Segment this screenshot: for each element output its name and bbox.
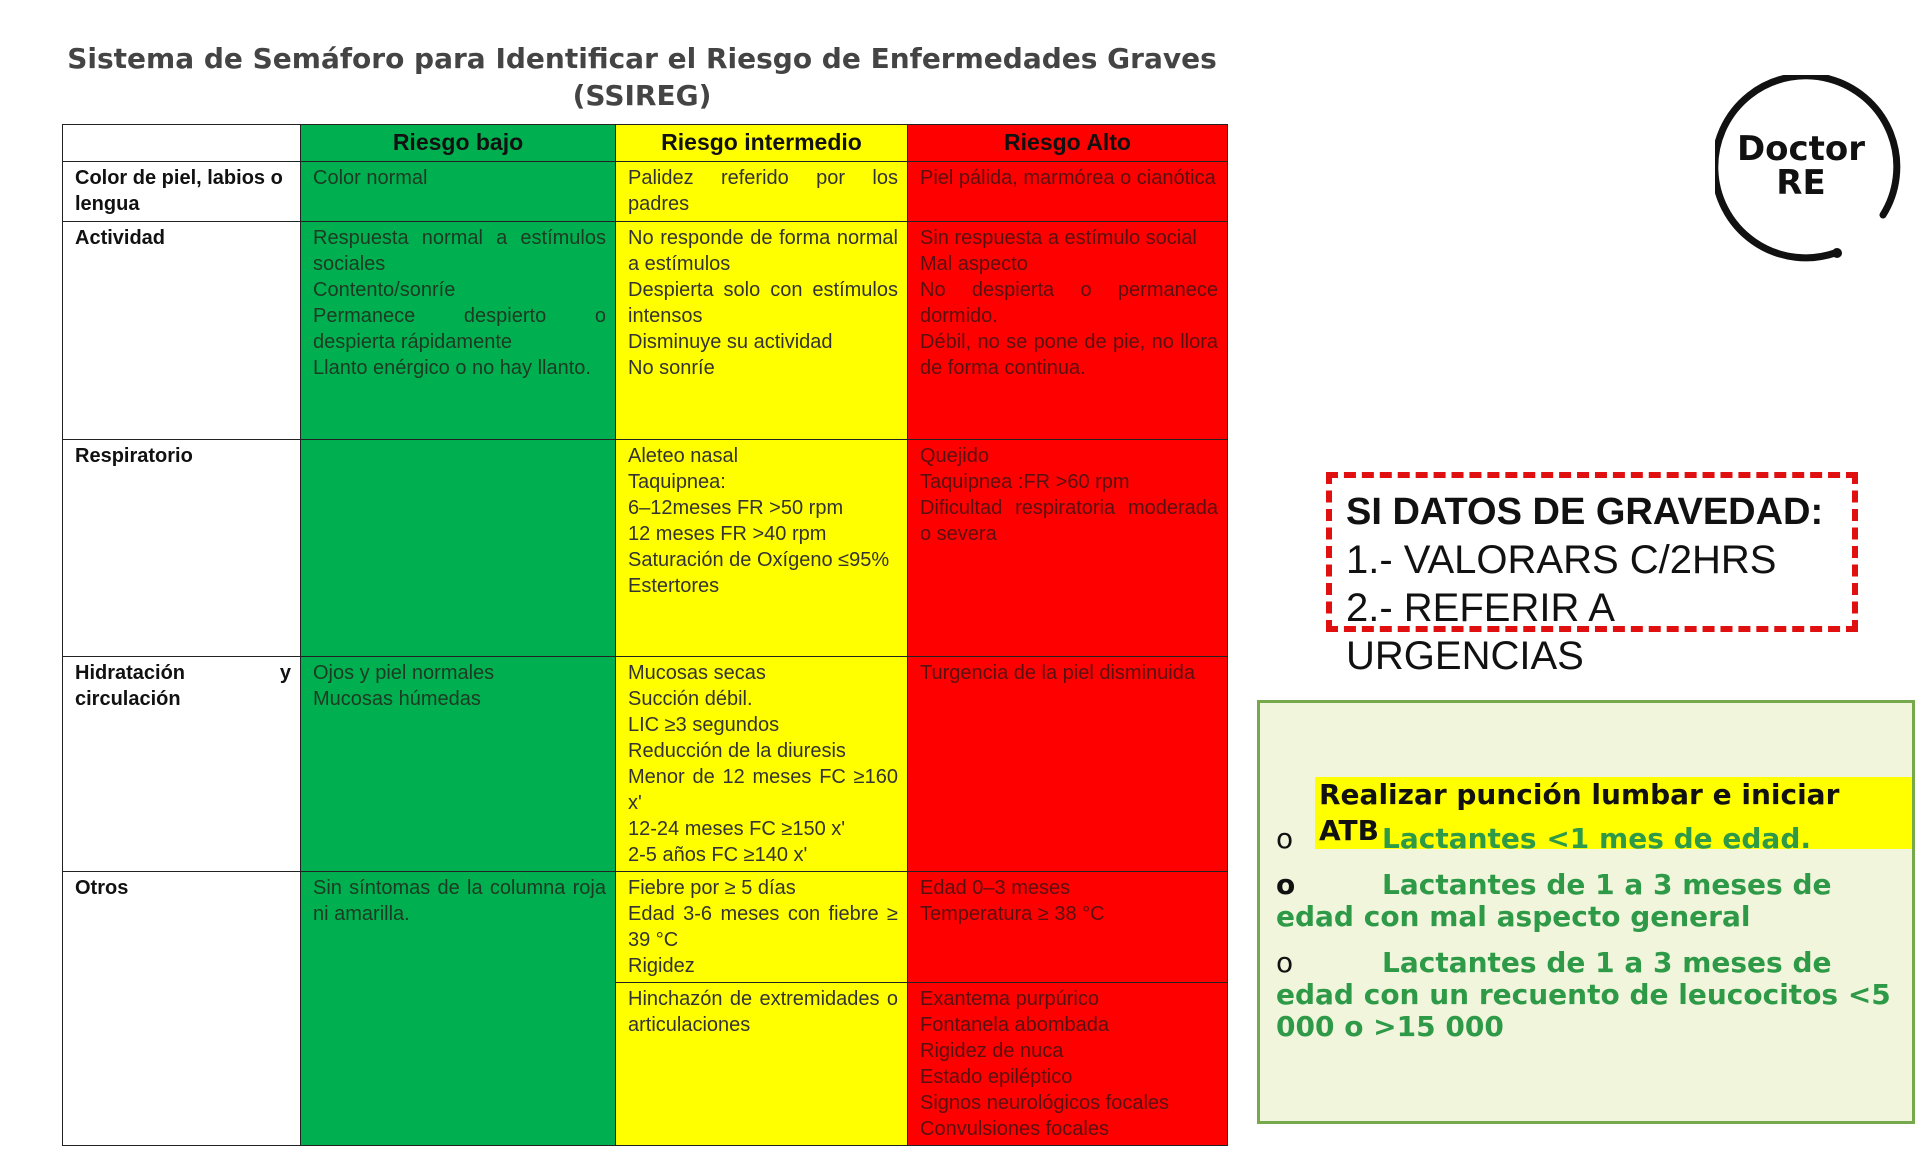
cell-line: Rigidez [628, 955, 695, 977]
header-intermediate-risk: Riesgo intermedio [616, 125, 908, 162]
cell-color-intermediate [616, 162, 908, 222]
cell-line: Contento/sonríe [313, 279, 456, 301]
cell-color-high [908, 162, 1228, 222]
recommendation-item-1: Lactantes <1 mes de edad. [1382, 822, 1811, 855]
row-label-respiratory: Respiratorio [63, 440, 301, 657]
alert-heading: SI DATOS DE GRAVEDAD: [1346, 491, 1824, 533]
cell-line: No sonríe [628, 357, 715, 379]
cell-line: 6–12meses FR >50 rpm [628, 497, 844, 519]
cell-line: 12 meses FR >40 rpm [628, 523, 827, 545]
list-item [1276, 869, 1908, 933]
cell-others-low [301, 872, 616, 1146]
cell-respiratory-intermediate [616, 440, 908, 657]
cell-line: 2-5 años FC ≥140 x' [628, 844, 808, 866]
row-label-others: Otros [63, 872, 301, 1146]
cell-line: Despierta solo con estímulos intensos [628, 279, 898, 327]
cell-line: Piel pálida, marmórea o cianótica [920, 167, 1216, 189]
cell-line: No responde de forma normal a estímulos [628, 227, 898, 275]
bullet-icon: o [1276, 946, 1294, 979]
table-header-row [63, 125, 1228, 162]
cell-line: Hinchazón de extremidades o articulaciones [628, 988, 898, 1036]
cell-line: Taquipnea :FR >60 rpm [920, 471, 1130, 493]
cell-line: Edad 3-6 meses con fiebre ≥ 39 °C [628, 903, 898, 951]
bullet-icon: o [1276, 822, 1294, 855]
table-row [63, 872, 1228, 983]
recommendation-item-3: Lactantes de 1 a 3 meses de edad con un recuento de leucocitos <5 000 o >15 000 [1276, 946, 1891, 1043]
table-row [63, 440, 1228, 657]
cell-line: Mucosas secas [628, 662, 766, 684]
recommendation-heading: Realizar punción lumbar e iniciar ATB [1315, 777, 1912, 849]
alert-step-1: 1.- VALORARS C/2HRS [1346, 538, 1777, 582]
logo-text [1715, 129, 1887, 203]
header-blank [63, 125, 301, 162]
cell-line: Mucosas húmedas [313, 688, 481, 710]
cell-hydration-intermediate [616, 657, 908, 872]
cell-line: Fiebre por ≥ 5 días [628, 877, 796, 899]
cell-hydration-high [908, 657, 1228, 872]
cell-line: Convulsiones focales [920, 1118, 1109, 1140]
cell-line: Aleteo nasal [628, 445, 739, 467]
bullet-icon: o [1276, 868, 1296, 901]
cell-line: Succión débil. [628, 688, 753, 710]
cell-line: Edad 0–3 meses [920, 877, 1071, 899]
recommendation-box [1257, 700, 1915, 1124]
cell-line: Ojos y piel normales [313, 662, 495, 684]
table-row [63, 162, 1228, 222]
cell-line: Turgencia de la piel disminuida [920, 662, 1195, 684]
cell-line: 12-24 meses FC ≥150 x' [628, 818, 846, 840]
severity-alert-box [1326, 472, 1858, 678]
cell-respiratory-high [908, 440, 1228, 657]
header-low-risk: Riesgo bajo [301, 125, 616, 162]
cell-color-low [301, 162, 616, 222]
cell-line: Quejido [920, 445, 989, 467]
cell-others-high-a [908, 872, 1228, 983]
table-row [63, 657, 1228, 872]
cell-line: Sin síntomas de la columna roja ni amarilla. [313, 877, 606, 925]
cell-line: Exantema purpúrico [920, 988, 1099, 1010]
cell-line: Rigidez de nuca [920, 1040, 1064, 1062]
cell-others-high-b [908, 983, 1228, 1146]
logo-line-1: Doctor [1736, 129, 1866, 169]
page-title [62, 40, 1222, 114]
cell-line: Reducción de la diuresis [628, 740, 846, 762]
logo-line-2: RE [1776, 163, 1826, 203]
title-line-2: (SSIREG) [572, 79, 712, 112]
recommendation-item-2: Lactantes de 1 a 3 meses de edad con mal aspecto general [1276, 868, 1832, 933]
cell-hydration-low [301, 657, 616, 872]
table-row [63, 222, 1228, 440]
alert-step-2: 2.- REFERIR A URGENCIAS [1346, 586, 1613, 678]
cell-line: No despierta o permanece dormido. [920, 279, 1218, 327]
cell-line: Signos neurológicos focales [920, 1092, 1170, 1114]
cell-line: Fontanela abombada [920, 1014, 1110, 1036]
cell-line: Sin respuesta a estímulo social [920, 227, 1197, 249]
cell-activity-intermediate [616, 222, 908, 440]
cell-line: Temperatura ≥ 38 °C [920, 903, 1105, 925]
title-line-1: Sistema de Semáforo para Identificar el Riesgo de Enfermedades Graves [67, 42, 1217, 75]
cell-line: Disminuye su actividad [628, 331, 833, 353]
list-item [1276, 947, 1908, 1043]
cell-line: Estertores [628, 575, 720, 597]
cell-others-intermediate-b [616, 983, 908, 1146]
cell-line: Respuesta normal a estímulos sociales [313, 227, 606, 275]
cell-line: Saturación de Oxígeno ≤95% [628, 549, 890, 571]
cell-line: Palidez referido por los padres [628, 167, 898, 215]
cell-activity-low [301, 222, 616, 440]
list-item [1276, 823, 1908, 855]
cell-line: Dificultad respiratoria moderada o severa [920, 497, 1218, 545]
cell-line: Permanece despierto o despierta rápidamente [313, 305, 606, 353]
header-high-risk: Riesgo Alto [908, 125, 1228, 162]
cell-line: Menor de 12 meses FC ≥160 x' [628, 766, 898, 814]
cell-line: Estado epiléptico [920, 1066, 1073, 1088]
cell-line: Llanto enérgico o no hay llanto. [313, 357, 591, 379]
risk-table [62, 124, 1228, 1146]
doctor-re-logo [1715, 75, 1885, 245]
row-label-hydration: Hidratación y circulación [63, 657, 301, 872]
cell-activity-high [908, 222, 1228, 440]
cell-line: Taquipnea: [628, 471, 726, 493]
cell-line: Mal aspecto [920, 253, 1028, 275]
cell-respiratory-low [301, 440, 616, 657]
cell-line: Débil, no se pone de pie, no llora de forma continua. [920, 331, 1218, 379]
cell-others-intermediate-a [616, 872, 908, 983]
row-label-activity: Actividad [63, 222, 301, 440]
cell-line: Color normal [313, 167, 428, 189]
cell-line: LIC ≥3 segundos [628, 714, 780, 736]
row-label-color: Color de piel, labios o lengua [63, 162, 301, 222]
